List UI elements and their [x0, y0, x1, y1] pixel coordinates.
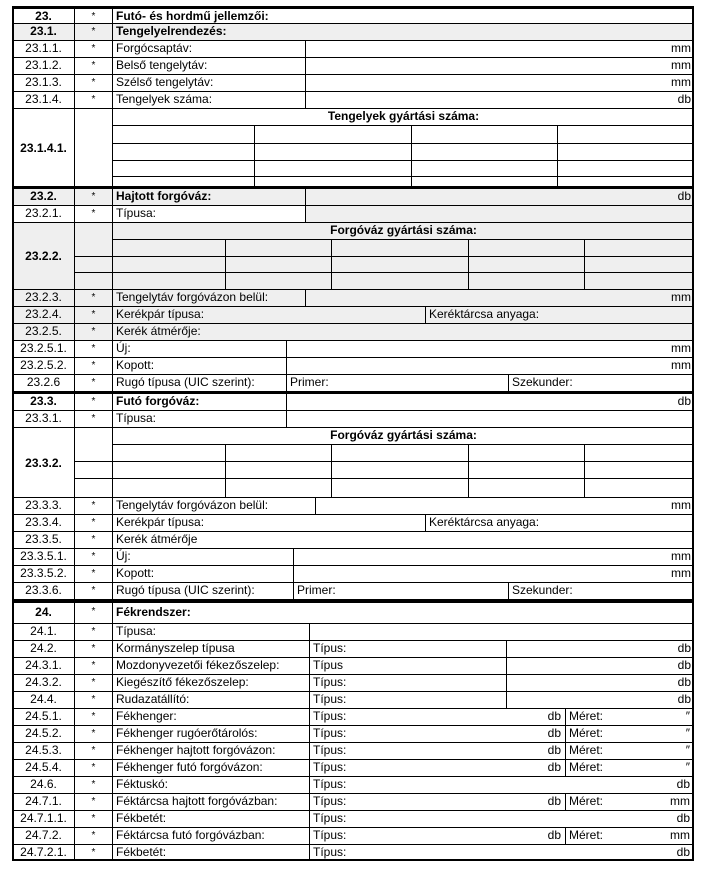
- serial-cell[interactable]: [468, 239, 584, 289]
- row-number: 23.3.4.: [12, 514, 74, 531]
- field-label: Típusa:: [112, 410, 286, 427]
- frame-left: [12, 6, 14, 861]
- required-mark: *: [74, 357, 112, 374]
- row-number: 23.1.4.1.: [12, 108, 74, 186]
- unit: db: [677, 92, 691, 106]
- spacer: [74, 427, 112, 497]
- field-label: Forgócsaptáv:: [112, 40, 305, 57]
- value-field[interactable]: [293, 548, 694, 565]
- type-field[interactable]: Típus: db: [309, 776, 694, 793]
- section-23-header: [12, 6, 694, 23]
- type-field[interactable]: Típus: db: [309, 742, 565, 759]
- field-label: Fékhenger rugóerőtárolós:: [112, 725, 309, 742]
- field-label: Mozdonyvezetői fékezőszelep:: [112, 657, 309, 674]
- unit: db: [676, 811, 690, 825]
- row-number: 24.4.: [12, 691, 74, 708]
- required-mark: *: [74, 391, 112, 410]
- field-label: Rudazatállító:: [112, 691, 309, 708]
- required-mark: *: [74, 91, 112, 108]
- field-label: Belső tengelytáv:: [112, 57, 305, 74]
- row-number: 23.3.2.: [12, 427, 74, 497]
- field-label: Keréktárcsa anyaga:: [425, 306, 694, 323]
- axle-serial-block: [12, 108, 694, 186]
- type-field[interactable]: Típus: db: [309, 827, 565, 844]
- primer-field[interactable]: Primer:: [293, 582, 508, 599]
- frame-right: [692, 6, 694, 861]
- unit: mm: [671, 549, 691, 563]
- required-mark: *: [74, 582, 112, 599]
- field-label: Kormányszelep típusa: [112, 640, 309, 657]
- db-unit: db: [547, 760, 561, 774]
- unit: ″: [685, 709, 690, 723]
- row-number: 23.3.3.: [12, 497, 74, 514]
- row-number: 24.7.1.1.: [12, 810, 74, 827]
- required-mark: *: [74, 599, 112, 623]
- unit: ″: [685, 726, 690, 740]
- row-number: 23.2.3.: [12, 289, 74, 306]
- required-mark: *: [74, 289, 112, 306]
- required-mark: *: [74, 323, 112, 340]
- size-field[interactable]: Méret: ″: [565, 742, 694, 759]
- section-24-header: [12, 599, 694, 623]
- section-title: Futó- és hordmű jellemzői:: [112, 6, 694, 23]
- row-23-3-4: [12, 514, 694, 531]
- unit: db: [676, 845, 690, 859]
- row-23-3-5-1: [12, 548, 694, 565]
- field-label: Féktárcsa hajtott forgóvázban:: [112, 793, 309, 810]
- required-mark: *: [74, 691, 112, 708]
- serial-cell[interactable]: [331, 239, 468, 289]
- row-number: 24.: [12, 599, 74, 623]
- unit: mm: [671, 58, 691, 72]
- sekunder-field[interactable]: Szekunder:: [508, 582, 694, 599]
- row-23-2-1: [12, 205, 694, 222]
- section-23-1-header: [12, 23, 694, 40]
- primer-field[interactable]: Primer:: [286, 374, 508, 391]
- unit: mm: [670, 794, 690, 808]
- required-mark: *: [74, 306, 112, 323]
- serial-title: Forgóváz gyártási száma:: [112, 222, 694, 239]
- required-mark: *: [74, 6, 112, 23]
- required-mark: *: [74, 23, 112, 40]
- field-label: Típusa:: [112, 205, 305, 222]
- type-field[interactable]: Típus: db: [309, 759, 565, 776]
- row-number: 23.3.6.: [12, 582, 74, 599]
- type-field[interactable]: Típus: db: [309, 708, 565, 725]
- row-number: 23.2.: [12, 186, 74, 205]
- required-mark: *: [74, 40, 112, 57]
- count-field[interactable]: [506, 640, 694, 657]
- field-label: Tengelytáv forgóvázon belül:: [112, 289, 305, 306]
- row-number: 23.2.5.: [12, 323, 74, 340]
- field-label: Kiegészítő fékezőszelep:: [112, 674, 309, 691]
- row-number: 24.5.1.: [12, 708, 74, 725]
- row-number: 24.7.1.: [12, 793, 74, 810]
- value-field[interactable]: [305, 289, 694, 306]
- row-24-4: [12, 691, 694, 708]
- serial-title: Forgóváz gyártási száma:: [112, 427, 694, 444]
- section-23-2-header: [12, 186, 694, 205]
- required-mark: *: [74, 531, 112, 548]
- field-label: Féktárcsa futó forgóvázban:: [112, 827, 309, 844]
- row-24-2: [12, 640, 694, 657]
- value-field[interactable]: [305, 40, 694, 57]
- row-number: 23.2.6: [12, 374, 74, 391]
- row-number: 24.5.3.: [12, 742, 74, 759]
- required-mark: *: [74, 497, 112, 514]
- value-field[interactable]: [286, 340, 694, 357]
- row-number: 24.5.2.: [12, 725, 74, 742]
- db-unit: db: [547, 794, 561, 808]
- bogie-serial-block-1: [12, 222, 694, 289]
- row-23-3-5-2: [12, 565, 694, 582]
- field-label: Új:: [112, 340, 286, 357]
- required-mark: *: [74, 340, 112, 357]
- required-mark: *: [74, 742, 112, 759]
- serial-cell[interactable]: [225, 239, 331, 289]
- field-label: Kerékpár típusa:: [112, 514, 425, 531]
- unit: db: [676, 777, 690, 791]
- row-23-1-4: [12, 91, 694, 108]
- serial-cell[interactable]: [584, 239, 694, 289]
- row-number: 23.: [12, 6, 74, 23]
- bogie-serial-block-2: [12, 427, 694, 497]
- field-label: Szélső tengelytáv:: [112, 74, 305, 91]
- unit: mm: [671, 358, 691, 372]
- field-label: Fékhenger futó forgóvázon:: [112, 759, 309, 776]
- field-label: Új:: [112, 548, 293, 565]
- field-label: Kerék átmérője:: [112, 323, 694, 340]
- value-field[interactable]: [286, 357, 694, 374]
- required-mark: *: [74, 793, 112, 810]
- row-number: 23.2.2.: [12, 222, 74, 289]
- value-field[interactable]: [286, 410, 694, 427]
- field-label: Rugó típusa (UIC szerint):: [112, 582, 293, 599]
- row-number: 23.1.3.: [12, 74, 74, 91]
- field-label: Tengelyek száma:: [112, 91, 305, 108]
- frame-top: [12, 6, 694, 8]
- section-23-3-header: [12, 391, 694, 410]
- row-number: 23.2.4.: [12, 306, 74, 323]
- required-mark: *: [74, 623, 112, 640]
- row-number: 24.1.: [12, 623, 74, 640]
- row-23-2-4: [12, 306, 694, 323]
- required-mark: *: [74, 514, 112, 531]
- field-label: Kopott:: [112, 357, 286, 374]
- section-title: Futó forgóváz:: [112, 391, 286, 410]
- row-24-3-1: [12, 657, 694, 674]
- row-23-2-5-1: [12, 340, 694, 357]
- row-number: 23.2.5.1.: [12, 340, 74, 357]
- section-title: Fékrendszer:: [112, 599, 694, 623]
- row-24-6: [12, 776, 694, 793]
- size-field[interactable]: Méret: mm: [565, 793, 694, 810]
- db-unit: db: [547, 743, 561, 757]
- type-field[interactable]: Típus: [309, 657, 506, 674]
- row-23-3-5: [12, 531, 694, 548]
- field-label: Keréktárcsa anyaga:: [425, 514, 694, 531]
- row-number: 23.1.2.: [12, 57, 74, 74]
- unit: db: [677, 675, 691, 689]
- serial-cell[interactable]: [331, 444, 468, 497]
- field-label: Típusa:: [112, 623, 309, 640]
- serial-title: Tengelyek gyártási száma:: [112, 108, 694, 125]
- value-field[interactable]: [305, 91, 694, 108]
- count-field[interactable]: [506, 674, 694, 691]
- row-23-3-6: [12, 582, 694, 599]
- serial-cell[interactable]: [112, 239, 225, 289]
- row-number: 24.7.2.: [12, 827, 74, 844]
- unit: mm: [671, 341, 691, 355]
- unit: db: [677, 658, 691, 672]
- row-number: 23.3.5.2.: [12, 565, 74, 582]
- required-mark: *: [74, 374, 112, 391]
- row-number: 24.3.1.: [12, 657, 74, 674]
- row-23-2-6: [12, 374, 694, 391]
- row-number: 24.2.: [12, 640, 74, 657]
- value-field[interactable]: [305, 186, 694, 205]
- required-mark: *: [74, 410, 112, 427]
- required-mark: *: [74, 57, 112, 74]
- field-label: Tengelytáv forgóvázon belül:: [112, 497, 315, 514]
- size-field[interactable]: Méret: ″: [565, 725, 694, 742]
- required-mark: *: [74, 844, 112, 861]
- row-number: 23.1.: [12, 23, 74, 40]
- size-field[interactable]: Méret: mm: [565, 827, 694, 844]
- type-field[interactable]: Típus: db: [309, 810, 694, 827]
- size-field[interactable]: Méret: ″: [565, 759, 694, 776]
- db-unit: db: [547, 709, 561, 723]
- sekunder-field[interactable]: Szekunder:: [508, 374, 694, 391]
- unit: db: [677, 394, 691, 408]
- type-field[interactable]: Típus:: [309, 674, 506, 691]
- field-label: Fékhenger hajtott forgóvázon:: [112, 742, 309, 759]
- required-mark: *: [74, 708, 112, 725]
- value-field[interactable]: [315, 497, 694, 514]
- section-title: Hajtott forgóváz:: [112, 186, 305, 205]
- db-unit: db: [547, 828, 561, 842]
- value-field[interactable]: [309, 623, 694, 640]
- row-24-5-3: [12, 742, 694, 759]
- required-mark: *: [74, 657, 112, 674]
- field-label: Fékbetét:: [112, 844, 309, 861]
- type-field[interactable]: Típus:: [309, 691, 506, 708]
- spacer: [74, 108, 112, 186]
- row-24-1: [12, 623, 694, 640]
- row-number: 23.3.5.1.: [12, 548, 74, 565]
- row-23-2-5-2: [12, 357, 694, 374]
- unit: mm: [671, 290, 691, 304]
- row-number: 24.7.2.1.: [12, 844, 74, 861]
- serial-cell[interactable]: [112, 444, 225, 497]
- required-mark: *: [74, 205, 112, 222]
- row-23-1-1: [12, 40, 694, 57]
- required-mark: *: [74, 186, 112, 205]
- row-23-2-5: [12, 323, 694, 340]
- row-number: 23.3.5.: [12, 531, 74, 548]
- row-24-5-4: [12, 759, 694, 776]
- required-mark: *: [74, 759, 112, 776]
- type-field[interactable]: Típus: db: [309, 793, 565, 810]
- required-mark: *: [74, 640, 112, 657]
- row-23-3-3: [12, 497, 694, 514]
- row-number: 24.5.4.: [12, 759, 74, 776]
- row-number: 23.1.1.: [12, 40, 74, 57]
- type-field[interactable]: Típus:: [309, 640, 506, 657]
- unit: ″: [685, 760, 690, 774]
- unit: ″: [685, 743, 690, 757]
- field-label: Kerék átmérője: [112, 531, 694, 548]
- field-label: Kerékpár típusa:: [112, 306, 425, 323]
- unit: mm: [670, 828, 690, 842]
- value-field[interactable]: [305, 74, 694, 91]
- unit: mm: [671, 498, 691, 512]
- count-field[interactable]: [506, 657, 694, 674]
- row-24-7-2: [12, 827, 694, 844]
- unit: mm: [671, 566, 691, 580]
- serial-cell[interactable]: [225, 444, 331, 497]
- required-mark: *: [74, 548, 112, 565]
- required-mark: *: [74, 827, 112, 844]
- size-field[interactable]: Méret: ″: [565, 708, 694, 725]
- value-field[interactable]: [305, 205, 694, 222]
- required-mark: *: [74, 725, 112, 742]
- section-title: Tengelyelrendezés:: [112, 23, 694, 40]
- unit: mm: [671, 75, 691, 89]
- row-number: 24.3.2.: [12, 674, 74, 691]
- unit: db: [677, 641, 691, 655]
- type-field[interactable]: Típus: db: [309, 725, 565, 742]
- row-number: 23.2.5.2.: [12, 357, 74, 374]
- unit: db: [677, 692, 691, 706]
- unit: mm: [671, 41, 691, 55]
- required-mark: *: [74, 565, 112, 582]
- row-number: 23.2.1.: [12, 205, 74, 222]
- field-label: Fékbetét:: [112, 810, 309, 827]
- row-24-7-1: [12, 793, 694, 810]
- row-number: 23.3.1.: [12, 410, 74, 427]
- value-field[interactable]: [286, 391, 694, 410]
- field-label: Fékhenger:: [112, 708, 309, 725]
- field-label: Féktuskó:: [112, 776, 309, 793]
- required-mark: *: [74, 810, 112, 827]
- row-23-1-2: [12, 57, 694, 74]
- required-mark: *: [74, 776, 112, 793]
- row-23-3-1: [12, 410, 694, 427]
- row-number: 23.3.: [12, 391, 74, 410]
- row-number: 24.6.: [12, 776, 74, 793]
- count-field[interactable]: [506, 691, 694, 708]
- row-23-2-3: [12, 289, 694, 306]
- row-24-7-2-1: [12, 844, 694, 861]
- row-number: 23.1.4.: [12, 91, 74, 108]
- field-label: Rugó típusa (UIC szerint):: [112, 374, 286, 391]
- value-field[interactable]: [305, 57, 694, 74]
- required-mark: *: [74, 74, 112, 91]
- db-unit: db: [547, 726, 561, 740]
- value-field[interactable]: [293, 565, 694, 582]
- row-24-5-1: [12, 708, 694, 725]
- type-field[interactable]: Típus: db: [309, 844, 694, 861]
- row-24-3-2: [12, 674, 694, 691]
- row-24-7-1-1: [12, 810, 694, 827]
- required-mark: *: [74, 674, 112, 691]
- row-24-5-2: [12, 725, 694, 742]
- unit: db: [677, 189, 691, 203]
- row-23-1-3: [12, 74, 694, 91]
- serial-cell[interactable]: [468, 444, 584, 497]
- field-label: Kopott:: [112, 565, 293, 582]
- serial-cell[interactable]: [584, 444, 694, 497]
